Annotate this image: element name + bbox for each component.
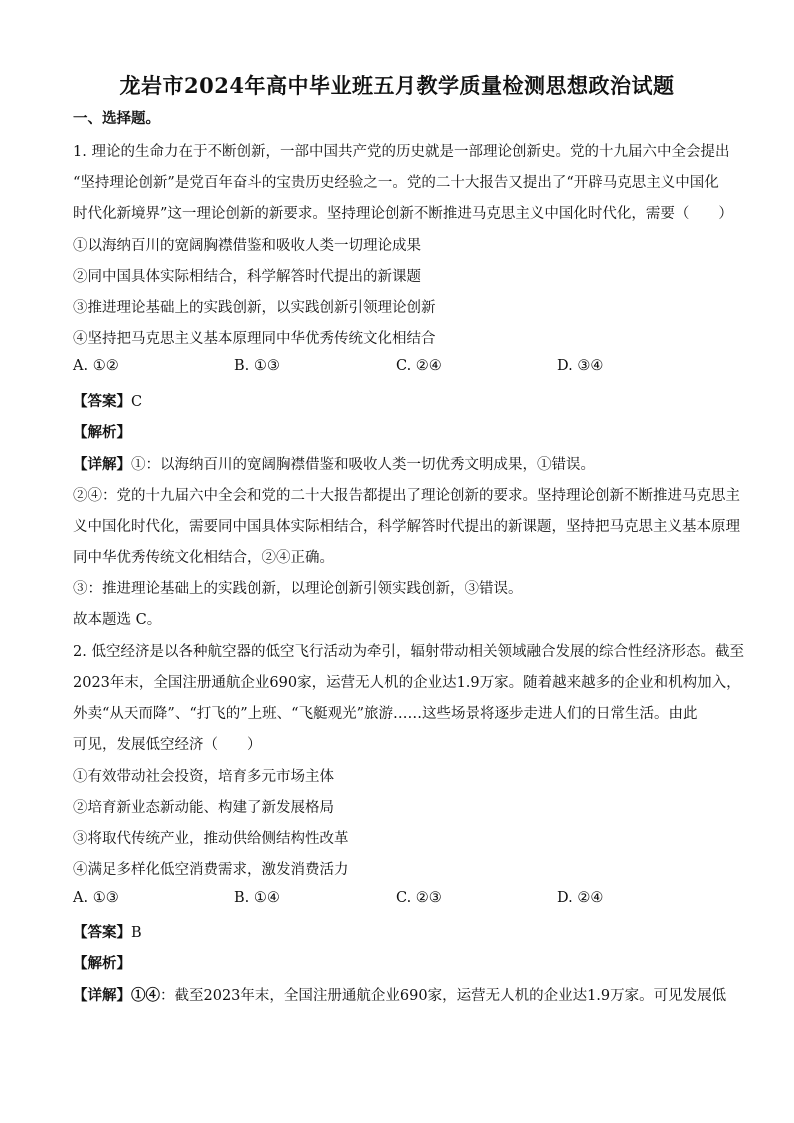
q2-option-d: D. ②④ [557,890,604,906]
q1-detail-line: ②④：党的十九届六中全会和党的二十大报告都提出了理论创新的要求。坚持理论创新不断推进马克思主 [73,488,740,504]
q2-item: ①有效带动社会投资，培育多元市场主体 [73,769,334,785]
detail-text: ：截至2023年末，全国注册通航企业690家，运营无人机的企业达1.9万家。可见发展低 [160,988,727,1004]
detail-tag: 【详解】 [73,987,131,1004]
q1-item: ④坚持把马克思主义基本原理同中华优秀传统文化相结合 [73,331,436,347]
q1-option-a: A. ①② [73,358,119,374]
q2-stem-line: 2023年末，全国注册通航企业690家，运营无人机的企业达1.9万家。随着越来越多的企业和机构加入， [73,675,741,691]
q2-analysis-tag: 【解析】 [73,955,131,972]
q2-option-a: A. ①③ [73,890,119,906]
answer-tag: 【答案】 [73,393,131,410]
answer-value: B [131,925,142,941]
q1-stem-line: 1. 理论的生命力在于不断创新，一部中国共产党的历史就是一部理论创新史。党的十九届六中全会提出 [73,144,730,160]
q1-conclusion: 故本题选 C。 [73,612,162,628]
answer-tag: 【答案】 [73,924,131,941]
page-title: 龙岩市2024年高中毕业班五月教学质量检测思想政治试题 [119,73,675,98]
q1-option-c: C. ②④ [396,358,442,374]
q2-option-b: B. ①④ [234,890,280,906]
q2-item: ③将取代传统产业，推动供给侧结构性改革 [73,831,349,847]
q2-detail-line [73,984,726,1005]
q2-stem-line: 2. 低空经济是以各种航空器的低空飞行活动为牵引，辐射带动相关领域融合发展的综合性经济形态。截至 [73,644,744,660]
q2-item: ④满足多样化低空消费需求，激发消费活力 [73,862,349,878]
q1-detail-line: 同中华优秀传统文化相结合，②④正确。 [73,550,334,566]
detail-text: ①：以海纳百川的宽阔胸襟借鉴和吸收人类一切优秀文明成果，①错误。 [131,457,595,473]
q1-item: ③推进理论基础上的实践创新，以实践创新引领理论创新 [73,300,436,316]
q2-option-c: C. ②③ [396,890,442,906]
detail-tag: 【详解】 [73,456,131,473]
q1-option-d: D. ③④ [557,358,604,374]
section-heading: 一、选择题。 [73,110,160,127]
q1-analysis-tag: 【解析】 [73,424,131,441]
q1-detail-line: 义中国化时代化，需要同中国具体实际相结合，科学解答时代提出的新课题，坚持把马克思主义基本原理 [73,519,740,535]
answer-value: C [131,394,143,410]
q1-stem-line: “坚持理论创新”是党百年奋斗的宝贵历史经验之一。党的二十大报告又提出了“开辟马克思主义中国化 [73,175,719,191]
detail-bold: ①④ [131,987,160,1004]
q1-stem-line: 时代化新境界”这一理论创新的新要求。坚持理论创新不断推进马克思主义中国化时代化，需要（ ） [73,206,733,222]
q2-item: ②培育新业态新动能、构建了新发展格局 [73,800,334,816]
q1-item: ②同中国具体实际相结合，科学解答时代提出的新课题 [73,269,421,285]
q2-answer [73,921,142,942]
q1-answer [73,390,142,411]
q1-item: ①以海纳百川的宽阔胸襟借鉴和吸收人类一切理论成果 [73,238,421,254]
q1-option-b: B. ①③ [234,358,280,374]
q2-stem-line: 外卖“从天而降”、“打飞的”上班、“飞艇观光”旅游……这些场景将逐步走进人们的日常生活。由此 [73,706,698,722]
q2-stem-line: 可见，发展低空经济（ ） [73,737,262,753]
q1-detail-line: ③：推进理论基础上的实践创新，以理论创新引领实践创新，③错误。 [73,581,523,597]
q1-detail-line [73,453,595,474]
